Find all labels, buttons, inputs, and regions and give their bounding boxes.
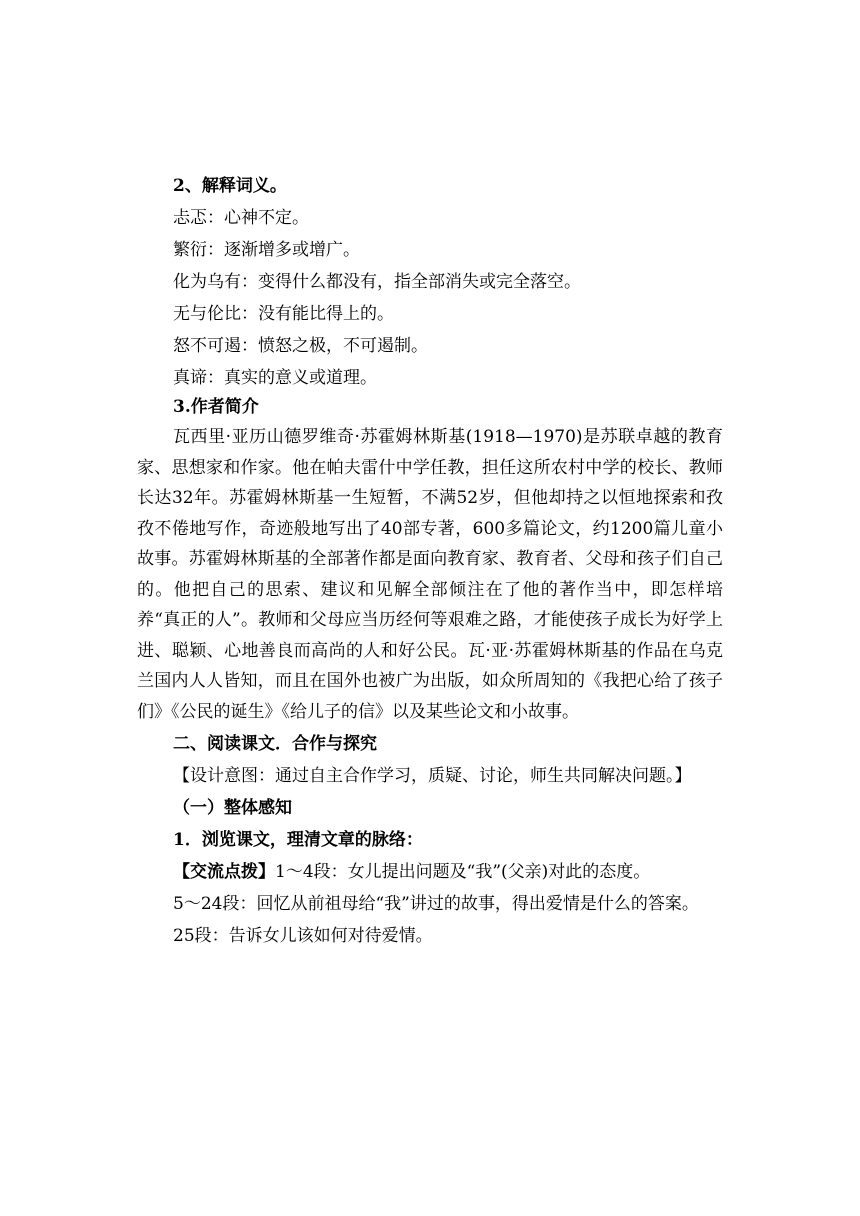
section-heading-overall-perception: （一）整体感知 bbox=[173, 798, 292, 818]
document-body bbox=[137, 172, 723, 951]
section-heading-author-intro: 3.作者简介 bbox=[173, 397, 259, 417]
exchange-hint bbox=[137, 858, 723, 887]
definition-fanyan: 繁衍：逐渐增多或增广。 bbox=[173, 240, 360, 260]
section-heading-reading: 二、阅读课文．合作与探究 bbox=[173, 734, 377, 754]
design-intent: 【设计意图：通过自主合作学习，质疑、讨论，师生共同解决问题。】 bbox=[173, 766, 692, 786]
definition-wuyulunbi: 无与伦比：没有能比得上的。 bbox=[173, 304, 394, 324]
question-browse-text: 1．浏览课文，理清文章的脉络： bbox=[173, 830, 423, 850]
exchange-hint-label: 【交流点拨】 bbox=[173, 862, 275, 882]
definition-tante: 忐忑：心神不定。 bbox=[173, 208, 309, 228]
section-heading-word-meanings: 2、解释词义。 bbox=[173, 176, 287, 196]
definition-zhendi: 真谛：真实的意义或道理。 bbox=[173, 368, 377, 388]
definition-nubukee: 怒不可遏：愤怒之极，不可遏制。 bbox=[173, 336, 428, 356]
exchange-hint-text: 1～4段：女儿提出问题及“我”(父亲)对此的态度。 bbox=[275, 862, 651, 882]
outline-paragraph-25: 25段：告诉女儿该如何对待爱情。 bbox=[173, 926, 433, 946]
definition-huaweiwuyou: 化为乌有：变得什么都没有，指全部消失或完全落空。 bbox=[173, 272, 581, 292]
outline-paragraphs-5-24: 5～24段：回忆从前祖母给“我”讲过的故事，得出爱情是什么的答案。 bbox=[173, 894, 699, 914]
author-biography: 瓦西里·亚历山德罗维奇·苏霍姆林斯基(1918—1970)是苏联卓越的教育家、思想家和作家。他在帕夫雷什中学任教，担任这所农村中学的校长、教师长达32年。苏霍姆林斯基一生短暂，不满52岁，但他却持之以恒地探索和孜孜不倦地写作，奇迹般地写出了40部专著，600多篇论文，约1200篇儿童小故事。苏霍姆林斯基的全部著作都是面向教育家、教育者、父母和孩子们自己的。他把自己的思索、建议和见解全部倾注在了他的著作当中，即怎样培养“真正的人”。教师和父母应当历经何等艰难之路，才能使孩子成长为好学上进、聪颖、心地善良而高尚的人和好公民。瓦·亚·苏霍姆林斯基的作品在乌克兰国内人人皆知，而且在国外也被广为出版，如众所周知的《我把心给了孩子们》《公民的诞生》《给儿子的信》以及某些论文和小故事。 bbox=[137, 427, 723, 722]
